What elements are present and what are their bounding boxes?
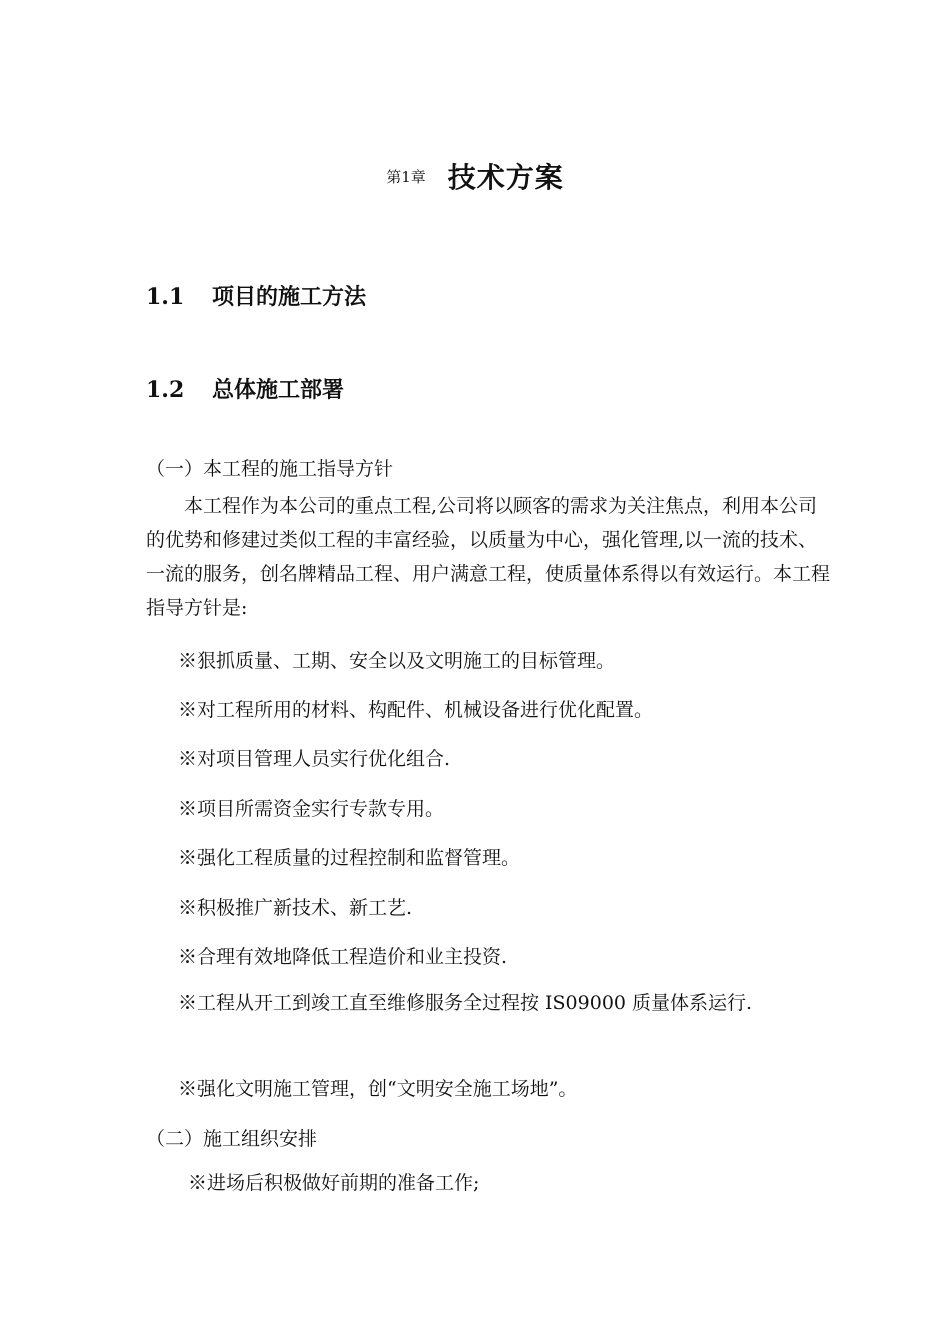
list-item: ※强化工程质量的过程控制和监督管理。: [178, 847, 521, 869]
section-title: 项目的施工方法: [212, 285, 367, 310]
section-number: 1.1: [146, 284, 185, 310]
list-item: ※合理有效地降低工程造价和业主投资.: [178, 946, 508, 968]
intro-paragraph: 本工程作为本公司的重点工程,公司将以顾客的需求为关注焦点，利用本公司的优势和修建过类似工程的丰富经验，以质量为中心，强化管理,以一流的技术、一流的服务，创名牌精品工程、用户满意工程，使质量体系得以有效运行。本工程指导方针是:: [146, 495, 831, 619]
list-item: ※对项目管理人员实行优化组合.: [178, 748, 451, 770]
section-heading-1-2: [146, 373, 344, 404]
subsection-title-1: （一）本工程的施工指导方针: [146, 458, 394, 480]
list-item: ※进场后积极做好前期的准备工作;: [188, 1172, 480, 1194]
list-item: ※强化文明施工管理，创“文明安全施工场地”。: [178, 1078, 578, 1100]
chapter-heading: [0, 156, 950, 196]
list-item: ※狠抓质量、工期、安全以及文明施工的目标管理。: [178, 650, 616, 672]
list-item: ※积极推广新技术、新工艺.: [178, 897, 413, 919]
list-item: ※工程从开工到竣工直至维修服务全过程按 IS09000 质量体系运行.: [178, 992, 753, 1014]
section-heading-1-1: [146, 280, 366, 311]
chapter-title: 技术方案: [447, 161, 564, 194]
section-number: 1.2: [146, 377, 185, 403]
list-item: ※对工程所用的材料、构配件、机械设备进行优化配置。: [178, 699, 654, 721]
section-title: 总体施工部署: [212, 378, 345, 403]
chapter-number: 第1章: [386, 167, 426, 186]
subsection-title-2: （二）施工组织安排: [146, 1128, 318, 1150]
list-item: ※项目所需资金实行专款专用。: [178, 798, 445, 820]
